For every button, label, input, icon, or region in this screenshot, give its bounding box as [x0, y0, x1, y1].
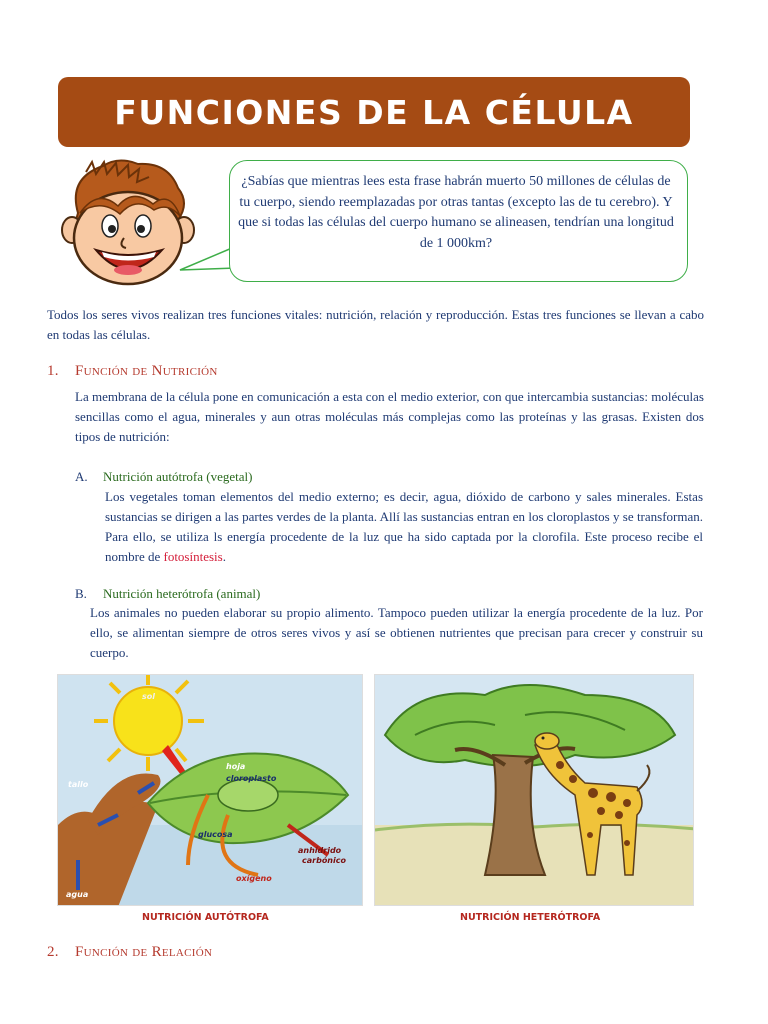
label-water: agua — [66, 890, 89, 899]
section-2-heading — [47, 944, 212, 961]
subsection-a-end: . — [222, 549, 226, 564]
subsection-a-letter: A. — [75, 469, 88, 484]
label-glucose: glucosa — [198, 830, 233, 839]
label-leaf: hoja — [226, 762, 246, 771]
subsection-a-title: Nutrición autótrofa (vegetal) — [103, 469, 253, 484]
section-1-heading — [47, 363, 218, 380]
subsection-a-body: Los vegetales toman elementos del medio externo; es decir, agua, dióxido de carbono y sales minerales. Estas sustancias se dirigen a las partes verdes de la planta. Allí las sustancias entran en los cloroplastos y se transforman. Para ello, se utiliza ls energía procedente de la luz que ha sido captada por la clorofila. Este proceso recibe el nombre de — [105, 489, 703, 564]
photosynthesis-term: fotosíntesis — [163, 549, 223, 564]
heterotrophic-nutrition-illustration — [374, 674, 694, 906]
section-1-title: Función de Nutrición — [75, 363, 218, 379]
caption-heterotrophic: NUTRICIÓN HETERÓTROFA — [460, 912, 601, 923]
subsection-b-title: Nutrición heterótrofa (animal) — [103, 586, 261, 601]
label-carbonic: carbónico — [302, 856, 346, 865]
intro-paragraph: Todos los seres vivos realizan tres funciones vitales: nutrición, relación y reproducción. Estas tres funciones se llevan a cabo en todas las células. — [47, 307, 704, 342]
title-banner — [58, 77, 690, 147]
label-oxygen: oxígeno — [236, 874, 272, 883]
label-sun: sol — [142, 692, 155, 701]
subsection-b-text: Los animales no pueden elaborar su propio alimento. Tampoco pueden utilizar la energía procedente de la luz. Por ello, se alimentan siempre de otros seres vivos y así se obtienen nutrientes que precisan para crecer y construir su cuerpo. — [90, 605, 703, 660]
subsection-a-heading — [75, 469, 252, 485]
label-chloroplast: cloroplasto — [226, 774, 277, 783]
photosynthesis-drawing — [58, 675, 363, 906]
label-anhydride: anhídrido — [298, 846, 342, 855]
speech-bubble — [229, 160, 688, 282]
label-stem: tallo — [68, 780, 89, 789]
fun-fact-text: ¿Sabías que mientras lees esta frase habrán muerto 50 millones de células de tu cuerpo, siendo reemplazadas por otras tantas (excepto las de tu cerebro). Y que si todas las células del cuerpo humano se alineasen, tendrían una longitud de 1 000km? — [238, 174, 674, 251]
subsection-b-letter: B. — [75, 586, 87, 601]
section-2-title: Función de Relación — [75, 944, 213, 960]
subsection-b-heading — [75, 586, 260, 602]
section-1-text: La membrana de la célula pone en comunicación a esta con el medio exterior, con que intercambia sustancias: moléculas sencillas como el agua, minerales y aun otras moléculas más complejas como las proteínas y las grasas. Existen dos tipos de nutrición: — [75, 389, 704, 444]
subsection-a-text — [105, 487, 703, 567]
section-1-number: 1. — [47, 363, 59, 379]
giraffe-tree-drawing — [375, 675, 694, 906]
caption-autotrophic: NUTRICIÓN AUTÓTROFA — [142, 912, 269, 923]
page-title: FUNCIONES DE LA CÉLULA — [114, 92, 634, 132]
chloroplast — [218, 779, 278, 811]
section-2-number: 2. — [47, 944, 59, 960]
autotrophic-nutrition-illustration — [57, 674, 363, 906]
